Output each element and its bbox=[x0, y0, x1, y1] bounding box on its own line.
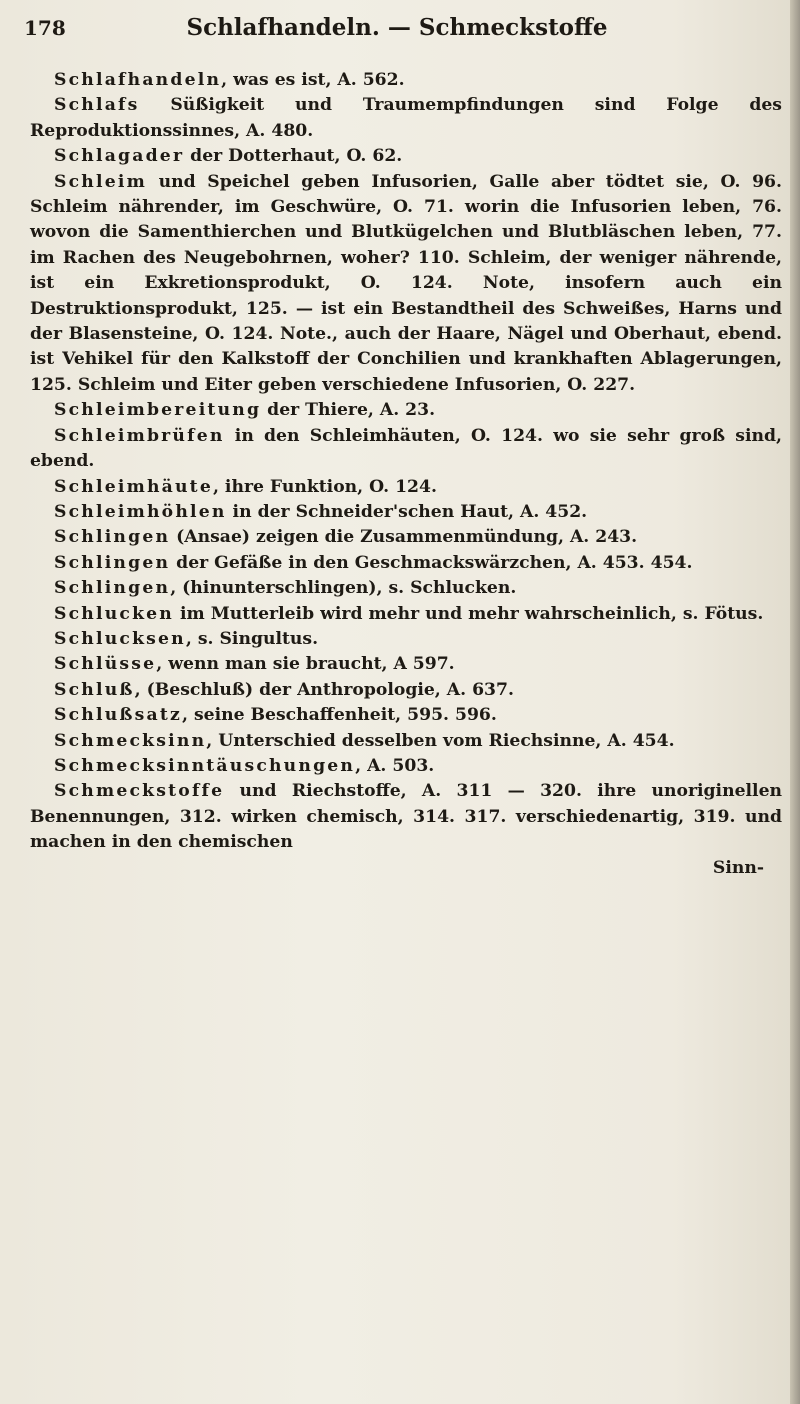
index-entry bbox=[30, 551, 782, 576]
entry-headword: Schleim bbox=[54, 171, 147, 192]
entry-headword: Schlucken bbox=[54, 603, 175, 624]
entry-text: der Gefäße in den Geschmackswärzchen, A. 453. 454. bbox=[170, 552, 693, 573]
index-entry bbox=[30, 627, 782, 652]
entry-headword: Schluß bbox=[54, 679, 135, 700]
entry-text: und Riechstoffe, A. 311 — 320. ihre unoriginellen Benennungen, 312. wirken chemisch, 314. 317. verschiedenartig, 319. und machen in den chemischen bbox=[30, 781, 782, 853]
entry-headword: Schlafhandeln bbox=[54, 70, 222, 90]
index-entry bbox=[30, 576, 782, 601]
entry-headword: Schlingen bbox=[54, 552, 171, 573]
entry-headword: Schlußsatz bbox=[54, 705, 182, 726]
index-entry bbox=[30, 652, 782, 677]
index-entry bbox=[30, 754, 782, 779]
entry-headword: Schleimhäute bbox=[54, 476, 213, 497]
entry-text: Süßigkeit und Traumempfindungen sind Folge des Reproduktionssinnes, A. 480. bbox=[30, 95, 782, 141]
index-entry bbox=[30, 424, 782, 475]
index-entry bbox=[30, 525, 782, 550]
entry-headword: Schmecksinn bbox=[54, 730, 207, 751]
entry-text: , wenn man sie braucht, A 597. bbox=[156, 654, 455, 675]
index-entry bbox=[30, 500, 782, 525]
entry-headword: Schmeckstoffe bbox=[54, 781, 225, 802]
entry-text: in der Schneider'schen Haut, A. 452. bbox=[226, 501, 588, 522]
entry-headword: Schlingen bbox=[54, 578, 171, 599]
entry-text: , (hinunterschlingen), s. Schlucken. bbox=[170, 578, 517, 599]
index-entry bbox=[30, 475, 782, 500]
entry-text: der Thiere, A. 23. bbox=[261, 400, 436, 421]
page-number: 178 bbox=[24, 16, 66, 40]
entry-text: , ihre Funktion, O. 124. bbox=[212, 476, 437, 497]
entry-headword: Schlafs bbox=[54, 95, 140, 116]
entry-text: , was es ist, A. 562. bbox=[221, 70, 405, 90]
entry-headword: Schlucksen bbox=[54, 628, 186, 649]
entry-text: im Mutterleib wird mehr und mehr wahrscheinlich, s. Fötus. bbox=[174, 603, 764, 624]
index-entry bbox=[30, 678, 782, 703]
catchword: Sinn- bbox=[712, 857, 764, 878]
entry-headword: Schleimhöhlen bbox=[54, 501, 227, 522]
index-entry bbox=[30, 602, 782, 627]
entry-text: (Ansae) zeigen die Zusammenmündung, A. 243. bbox=[170, 527, 638, 548]
index-entry bbox=[30, 779, 782, 855]
entry-text: und Speichel geben Infusorien, Galle aber tödtet sie, O. 96. Schleim nährender, im Geschwüre, O. 71. worin die Infusorien leben, 76. wovon die Samenthierchen und Blutkügelchen und Blutbläschen leben, 77. im Rachen des Neugebohrnen, woher? 110. Schleim, der weniger nährende, ist ein Exkretionsprodukt, O. 124. Note, insofern auch ein Destruktionsprodukt, 125. — ist ein Bestandtheil des Schweißes, Harns und der Blasensteine, O. 124. Note., auch der Haare, Nägel und Oberhaut, ebend. ist Vehikel für den Kalkstoff der Conchilien und krankhaften Ablagerungen, 125. Schleim und Eiter geben verschiedene Infusorien, O. 227. bbox=[30, 171, 782, 395]
entry-text: , Unterschied desselben vom Riechsinne, A. 454. bbox=[206, 730, 675, 751]
entry-headword: Schleimbrüfen bbox=[54, 425, 225, 446]
entry-headword: Schlingen bbox=[54, 527, 171, 548]
entry-text: der Dotterhaut, O. 62. bbox=[184, 146, 403, 167]
entry-text: , seine Beschaffenheit, 595. 596. bbox=[181, 705, 497, 726]
entry-text: , s. Singultus. bbox=[185, 628, 319, 649]
entry-headword: Schlagader bbox=[54, 146, 185, 167]
entry-headword: Schleimbereitung bbox=[54, 400, 262, 421]
index-entries bbox=[30, 68, 782, 881]
page-edge bbox=[790, 0, 800, 1404]
index-entry bbox=[30, 703, 782, 728]
entry-text: in den Schleimhäuten, O. 124. wo sie sehr groß sind, ebend. bbox=[30, 425, 782, 472]
index-entry bbox=[30, 729, 782, 754]
index-entry bbox=[30, 68, 782, 93]
page-header bbox=[12, 14, 782, 44]
index-entry bbox=[30, 144, 782, 169]
running-title: Schlafhandeln. — Schmeckstoffe bbox=[186, 14, 608, 41]
index-entry bbox=[30, 93, 782, 144]
index-entry bbox=[30, 170, 782, 399]
index-entry bbox=[30, 398, 782, 423]
entry-headword: Schlüsse bbox=[54, 654, 157, 675]
entry-text: , (Beschluß) der Anthropologie, A. 637. bbox=[134, 679, 514, 700]
entry-headword: Schmecksinntäuschungen bbox=[54, 755, 356, 776]
entry-text: , A. 503. bbox=[355, 755, 435, 776]
